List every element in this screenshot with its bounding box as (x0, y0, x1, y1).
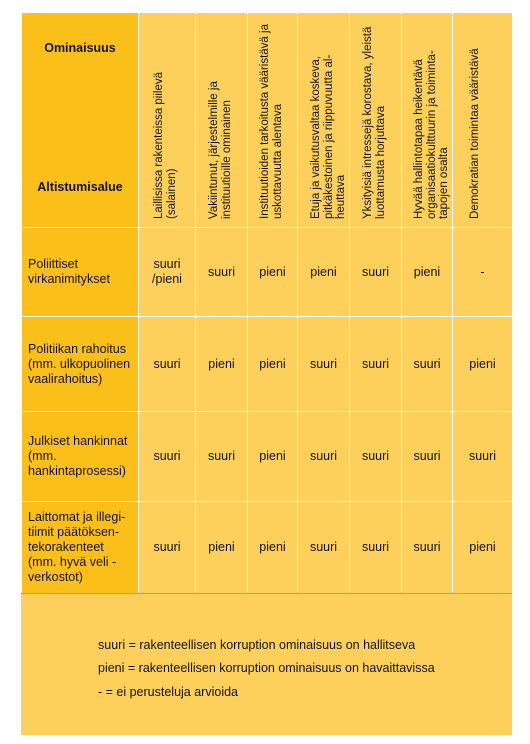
column-header: Yksityisiä intressejä korostava, yleistä luottamusta horjuttava (350, 13, 402, 228)
table-cell: pieni (248, 228, 298, 317)
legend-line-high: suuri = rakenteellisen korruption ominaisuus on hallitseva (98, 638, 416, 652)
table-cell: suuri (298, 317, 350, 412)
table-row (22, 502, 513, 594)
table-cell: suuri (402, 502, 453, 594)
table-cell: suuri (350, 228, 402, 317)
table-cell: suuri (350, 502, 402, 594)
exposure-area-heading: Altistumisalue (37, 180, 123, 194)
header-corner-cell (22, 13, 139, 228)
table-cell: pieni (402, 228, 453, 317)
table-cell: suuri (402, 412, 453, 502)
table-row (22, 228, 513, 317)
table-cell: suuri (453, 412, 513, 502)
table-cell: - (453, 228, 513, 317)
table-row (22, 412, 513, 502)
legend-line-low: pieni = rakenteellisen korruption ominaisuus on havaittavissa (98, 661, 435, 675)
table-cell: pieni (248, 412, 298, 502)
table-cell: pieni (248, 502, 298, 594)
table-cell: pieni (248, 317, 298, 412)
table-cell: suuri (139, 317, 196, 412)
table-row (22, 317, 513, 412)
table-cell: suuri (139, 502, 196, 594)
table-cell: pieni (453, 502, 513, 594)
column-header: Demokratian toimintaa vääristävä (453, 13, 513, 228)
table-cell: pieni (196, 502, 248, 594)
feature-heading: Ominaisuus (44, 41, 116, 55)
table-cell: suuri (298, 502, 350, 594)
table-cell: suuri /pieni (139, 228, 196, 317)
table-cell: suuri (402, 317, 453, 412)
table-cell: pieni (453, 317, 513, 412)
row-label: Politiikan rahoitus (mm. ulkopuolinen vaalirahoitus) (22, 317, 139, 412)
column-header: Vakiintunut, järjestelmille ja instituutioille ominainen (196, 13, 248, 228)
table-cell: suuri (139, 412, 196, 502)
table-cell: suuri (350, 412, 402, 502)
table-cell: suuri (196, 412, 248, 502)
table-cell: suuri (196, 228, 248, 317)
row-label: Laittomat ja illegi-tiimit päätöksen-tekorakenteet (mm. hyvä veli -verkostot) (22, 502, 139, 594)
legend-line-none: - = ei perusteluja arvioida (98, 685, 239, 699)
table-cell: pieni (298, 228, 350, 317)
assessment-table (21, 12, 513, 594)
column-header: Laillisissa rakenteissa piilevä (salainen) (139, 13, 196, 228)
column-header: Etuja ja vaikutusvaltaa koskeva, pitkäkestoinen ja riippuvuutta al-heuttava (298, 13, 350, 228)
column-header: Hyvää hallintotapaa heikentävä organisaatiokulttuurin ja toiminta-tapojen osalta (402, 13, 453, 228)
table-cell: pieni (196, 317, 248, 412)
table-cell: suuri (298, 412, 350, 502)
structural-corruption-table-figure (21, 12, 512, 735)
table-cell: suuri (350, 317, 402, 412)
row-label: Julkiset hankinnat (mm. hankintaprosessi) (22, 412, 139, 502)
legend-box (21, 594, 512, 735)
column-header: Instituutioiden tarkoitusta vääristävä ja uskottavuutta alentava (248, 13, 298, 228)
row-label: Poliittiset virkanimitykset (22, 228, 139, 317)
